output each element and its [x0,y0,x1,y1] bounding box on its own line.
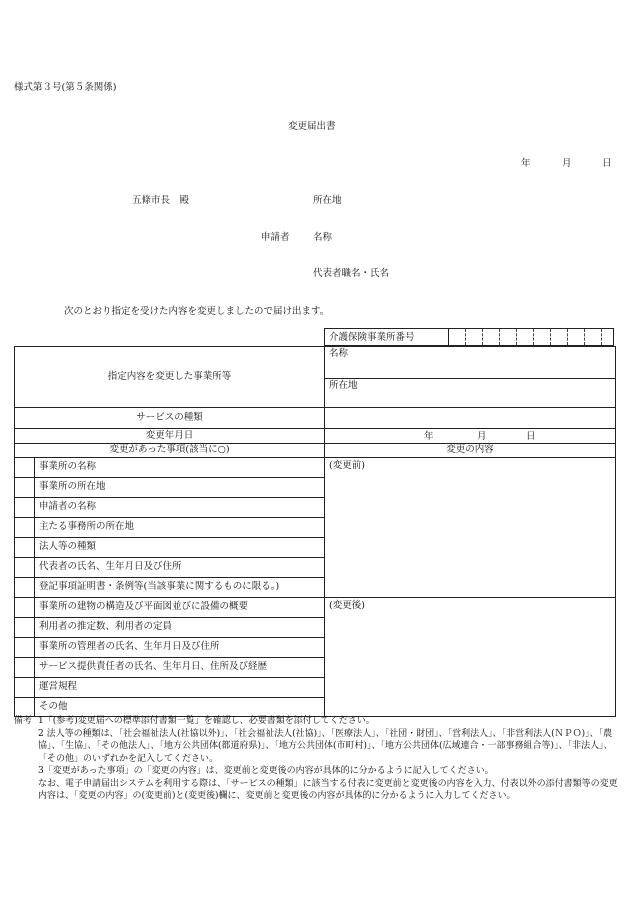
before-content-cell[interactable] [325,458,616,598]
item-label-6: 登記事項証明書・条例等(当該事業に関するものに限る。) [35,578,325,598]
item-label-8: 利用者の推定数、利用者の定員 [35,618,325,638]
notes-label: 備考 [14,716,33,726]
service-type-label: サービスの種類 [15,408,325,429]
change-date-year: 年 [424,431,434,442]
office-location-cell[interactable] [325,379,616,408]
item-check-12[interactable] [15,698,35,717]
after-label: (変更後) [329,600,365,611]
before-label: (変更前) [329,460,365,471]
change-date-month: 月 [477,431,487,442]
applicant-label: 申請者 [261,232,290,243]
item-label-9: 事業所の管理者の氏名、生年月日及び住所 [35,638,325,658]
item-label-1: 事業所の所在地 [35,478,325,498]
note-1: 1「(参考)変更届への標準添付書類一覧」を確認し、必要書類を添付してください。 [38,716,375,726]
office-number-box [324,328,614,346]
item-check-7[interactable] [15,598,35,618]
addressee: 五條市長 殿 [132,195,190,206]
date-day-label: 日 [602,158,612,169]
office-name-cell[interactable] [325,347,616,379]
change-form-table [14,346,616,717]
item-check-5[interactable] [15,558,35,578]
office-location-label: 所在地 [329,380,358,391]
office-section-label: 指定内容を変更した事業所等 [15,347,325,408]
item-label-12: その他 [35,698,325,717]
item-check-8[interactable] [15,618,35,638]
representative-label: 代表者職名・氏名 [313,268,390,279]
item-check-0[interactable] [15,458,35,478]
items-header: 変更があった事項(該当に○) [15,444,325,458]
item-check-1[interactable] [15,478,35,498]
service-type-cell[interactable] [325,408,616,429]
item-check-6[interactable] [15,578,35,598]
change-date-label: 変更年月日 [15,429,325,444]
note-4: なお、電子申請届出システムを利用する際は、「サービスの種類」に該当する付表に変更前と変更後の内容を入力、付表以外の添付書類等の変更内容は、「変更の内容」の(変更前)と(変更後)欄に、変更前と変更後の内容が具体的に分かるように入力してください。 [38,778,618,801]
item-label-4: 法人等の種類 [35,538,325,558]
item-label-2: 申請者の名称 [35,498,325,518]
notes-section [14,715,619,803]
item-label-0: 事業所の名称 [35,458,325,478]
item-check-3[interactable] [15,518,35,538]
office-number-label: 介護保険事業所番号 [329,332,415,343]
document-title: 変更届出書 [288,121,336,132]
form-number: 様式第３号(第５条関係) [14,82,117,93]
change-date-day: 日 [526,431,536,442]
after-content-cell[interactable] [325,598,616,717]
item-label-3: 主たる事務所の所在地 [35,518,325,538]
item-check-11[interactable] [15,678,35,698]
item-check-9[interactable] [15,638,35,658]
item-label-11: 運営規程 [35,678,325,698]
item-check-2[interactable] [15,498,35,518]
item-label-10: サービス提供責任者の氏名、生年月日、住所及び経歴 [35,658,325,678]
date-year-label: 年 [521,158,531,169]
content-header: 変更の内容 [325,444,616,458]
item-check-4[interactable] [15,538,35,558]
item-label-5: 代表者の氏名、生年月日及び住所 [35,558,325,578]
item-label-7: 事業所の建物の構造及び平面図並びに設備の概要 [35,598,325,618]
note-2: 2 法人等の種類は、「社会福祉法人(社協以外)」、「社会福祉法人(社協)」、「医療法人」、「社団・財団」、「営利法人」、「非営利法人(ＮＰＯ)」、「農協」、「生協」、「その他法人」、「地方公共団体(都道府県)」、「地方公共団体(市町村)」、「地方公共団体(広域連合・一部事務組合等)」、「非法人」、「その他」のいずれかを記入してください。 [38,728,613,764]
change-date-cell[interactable] [325,429,616,444]
applicant-name-label: 名称 [313,232,333,243]
office-name-label: 名称 [329,348,349,359]
item-check-10[interactable] [15,658,35,678]
intro-text: 次のとおり指定を受けた内容を変更しましたので届け出ます。 [64,306,330,317]
date-month-label: 月 [562,158,572,169]
applicant-location-label: 所在地 [313,195,342,206]
note-3: 3「変更があった事項」の「変更の内容」は、変更前と変更後の内容が具体的に分かるように記入してください。 [38,766,494,776]
